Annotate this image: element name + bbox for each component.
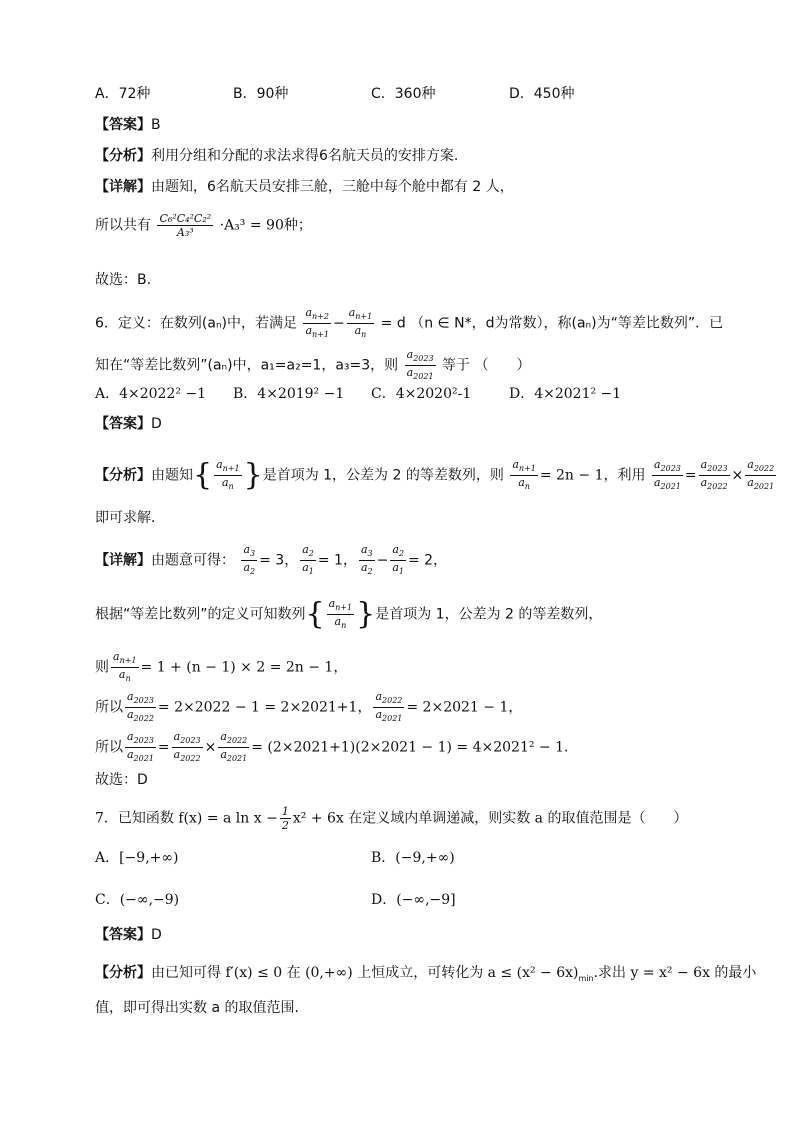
q5-option-c: C．360种 — [371, 86, 436, 102]
analysis-tag: 【分析】 — [95, 148, 151, 164]
q7-option-b: B．(−9,+∞) — [371, 850, 455, 866]
q6-option-a: A．4×2022² −1 — [95, 386, 207, 402]
q6-option-c: C．4×2020²-1 — [371, 386, 472, 402]
count-prefix: 所以共有 — [95, 217, 151, 234]
q7-analysis-line-2: 值，即可得出实数 a 的取值范围. — [95, 1000, 299, 1016]
q6-answer-line: 【答案】D — [95, 416, 162, 432]
q6-analysis-line: 【分析】由题知{ $\frac{a_{n+1}}{a_n}$ }是首项为 1，公差为 2 的等差数列，则 $\frac{a_{n+1}}{a_n}$ = 2n − 1，利用 $\frac{a_{2023}}{a_{2021}}$ = $\frac{a_{2023}}{a_{2022}}$ × $\frac{a_{2022}}{a_{2021}}$ — [95, 457, 775, 493]
analysis-text: 利用分组和分配的求法求得6名航天员的安排方案. — [151, 148, 459, 164]
q7-option-a: A．[−9,+∞) — [95, 850, 179, 866]
q6-option-b: B．4×2019² −1 — [233, 386, 345, 402]
q6-option-d: D．4×2021² −1 — [509, 386, 622, 402]
q5-answer-line — [95, 115, 161, 135]
q5-option-d: D．450种 — [509, 86, 575, 102]
count-suffix: ·A₃³ = 90种； — [219, 217, 312, 234]
q6-stem-line-2: 知在“等差比数列”(aₙ)中，a₁=a₂=1，a₃=3，则 $\frac{a_{2023}}{a_{2021}}$ 等于 （ ） — [95, 348, 531, 382]
answer-value: B — [151, 117, 161, 133]
q6-analysis-end: 即可求解． — [95, 510, 165, 526]
q6-step-2: 所以 $\frac{a_{2023}}{a_{2022}}$ = 2×2022 − 1 = 2×2021+1， $\frac{a_{2022}}{a_{2021}}$ = 2×2021 − 1， — [95, 690, 523, 724]
q5-detail-line — [95, 177, 514, 197]
q7-analysis-line: 【分析】由已知可得 f′(x) ≤ 0 在 (0,+∞) 上恒成立，可转化为 $a \le (x^2 - 6x)_{min}$.求出 y = x² − 6x 的最小 — [95, 965, 757, 983]
count-fraction: $\frac{\text{C₆²C₄²C₂²}}{\text{A₃³}}$ — [159, 212, 212, 239]
q5-option-b: B．90种 — [233, 86, 289, 102]
q5-choose-line: 故选：B. — [95, 272, 152, 288]
min-subscript: min — [578, 973, 594, 983]
q5-analysis-line — [95, 146, 458, 166]
q5-count-line — [95, 212, 312, 239]
answer-tag: 【答案】 — [95, 117, 151, 133]
detail-text: 由题知，6名航天员安排三舱，三舱中每个舱中都有 2 人， — [151, 179, 514, 195]
q6-detail-line: 【详解】由题意可得： $\frac{a_3}{a_2}$ = 3， $\frac{a_2}{a_1}$ = 1， $\frac{a_3}{a_2}$ − $\frac{a_2}{a_1}$ = 2， — [95, 543, 448, 577]
detail-tag: 【详解】 — [95, 179, 151, 195]
q6-stem-line-1: 6．定义：在数列(aₙ)中，若满足 $\frac{a_{n+2}}{a_{n+1}}$ − $\frac{a_{n+1}}{a_n}$ = d （n ∈ N*，d为常数），称(aₙ)为“等差比数列”．已 — [95, 306, 724, 340]
q7-stem-line: 7．已知函数 f(x) = a ln x − $\frac{1}{2}$ x² + 6x 在定义域内单调递减，则实数 a 的取值范围是（ ） — [95, 805, 688, 832]
q6-choose-line: 故选：D — [95, 772, 148, 788]
q5-option-a: A．72种 — [95, 86, 151, 102]
q7-option-d: D．(−∞,−9] — [371, 892, 456, 908]
q6-step-3: 所以 $\frac{a_{2023}}{a_{2021}}$ = $\frac{a_{2023}}{a_{2022}}$ × $\frac{a_{2022}}{a_{2021}}$ = (2×2021+1)(2×2021 − 1) = 4×2021² − 1． — [95, 730, 579, 764]
q6-detail-line-2: 根据“等差比数列”的定义可知数列{ $\frac{a_{n+1}}{a_n}$ }是首项为 1，公差为 2 的等差数列， — [95, 596, 603, 632]
q7-option-c: C．(−∞,−9) — [95, 892, 180, 908]
q7-answer-line: 【答案】D — [95, 927, 162, 943]
q6-step-1: 则 $\frac{a_{n+1}}{a_n}$ = 1 + (n − 1) × 2 = 2n − 1， — [95, 650, 348, 684]
